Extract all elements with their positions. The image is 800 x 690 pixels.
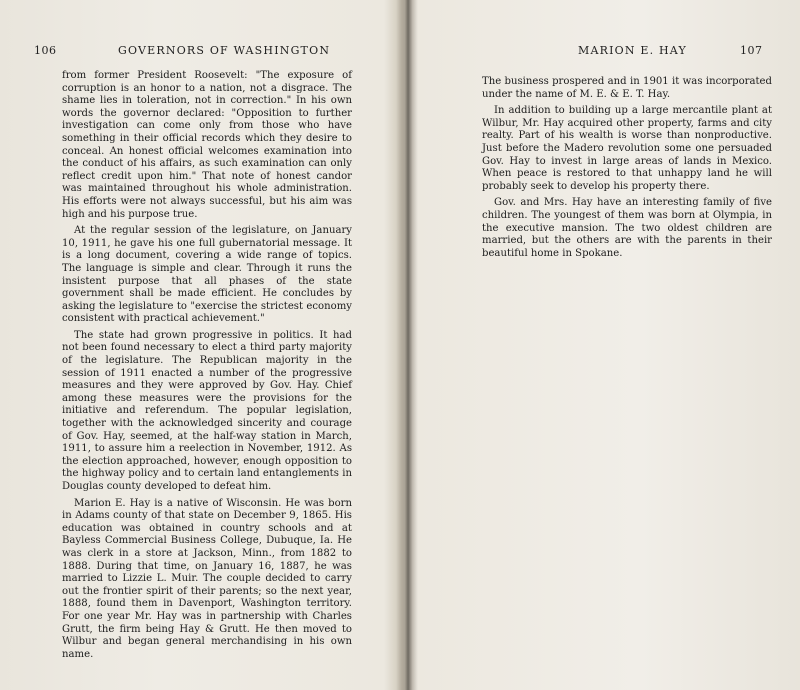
left-page-body — [62, 70, 352, 665]
paragraph: Marion E. Hay is a native of Wisconsin. He was born in Adams county of that state on December 9, 1865. His education was obtained in country schools and at Bayless Commercial Business College, Dubuque, Ia. He was clerk in a store at Jackson, Minn., from 1882 to 1888. During that time, on January 16, 1887, he was married to Lizzie L. Muir. The couple decided to carry out the frontier spirit of their parents; so the next year, 1888, found them in Davenport, Washington territory. For one year Mr. Hay was in partnership with Charles Grutt, the firm being Hay & Grutt. He then moved to Wilbur and began general merchandising in his own name. — [62, 497, 352, 660]
right-page — [410, 0, 800, 690]
right-page-body — [482, 76, 772, 264]
running-title-left: GOVERNORS OF WASHINGTON — [118, 44, 331, 57]
paragraph: from former President Roosevelt: "The exposure of corruption is an honor to a nation, not a disgrace. The shame lies in toleration, not in correction." In his own words the governor declared: "Opposition to further investigation can come only from those who have something in their official records which they desire to conceal. An honest official welcomes examination into the conduct of his affairs, as such examination can only reflect credit upon him." That note of honest candor was maintained throughout his whole administration. His efforts were not always successful, but his aim was high and his purpose true. — [62, 70, 352, 220]
paragraph: The business prospered and in 1901 it was incorporated under the name of M. E. & E. T. Hay. — [482, 76, 772, 100]
running-title-right: MARION E. HAY — [578, 44, 687, 57]
page-number-right: 107 — [740, 44, 763, 57]
paragraph: In addition to building up a large mercantile plant at Wilbur, Mr. Hay acquired other property, farms and city realty. Part of his wealth is worse than nonproductive. Just before the Madero revolution some one persuaded Gov. Hay to invest in large areas of lands in Mexico. When peace is restored to that unhappy land he will probably seek to develop his property there. — [482, 105, 772, 192]
paragraph: At the regular session of the legislature, on January 10, 1911, he gave his one full gubernatorial message. It is a long document, covering a wide range of topics. The language is simple and clear. Through it runs the insistent purpose that all phases of the state government shall be made efficient. He concludes by asking the legislature to "exercise the strictest economy consistent with practical achievement." — [62, 225, 352, 325]
paragraph: The state had grown progressive in politics. It had not been found necessary to elect a third party majority of the legislature. The Republican majority in the session of 1911 enacted a number of the progressive measures and they were approved by Gov. Hay. Chief among these measures were the provisions for the initiative and referendum. The popular legislation, together with the acknowledged sincerity and courage of Gov. Hay, seemed, at the half-way station in March, 1911, to assure him a reelection in November, 1912. As the election approached, however, enough opposition to the highway policy and to certain land entanglements in Douglas county developed to defeat him. — [62, 329, 352, 492]
page-number-left: 106 — [34, 44, 57, 57]
paragraph: Gov. and Mrs. Hay have an interesting family of five children. The youngest of them was born at Olympia, in the executive mansion. The two oldest children are married, but the others are with the parents in their beautiful home in Spokane. — [482, 197, 772, 259]
